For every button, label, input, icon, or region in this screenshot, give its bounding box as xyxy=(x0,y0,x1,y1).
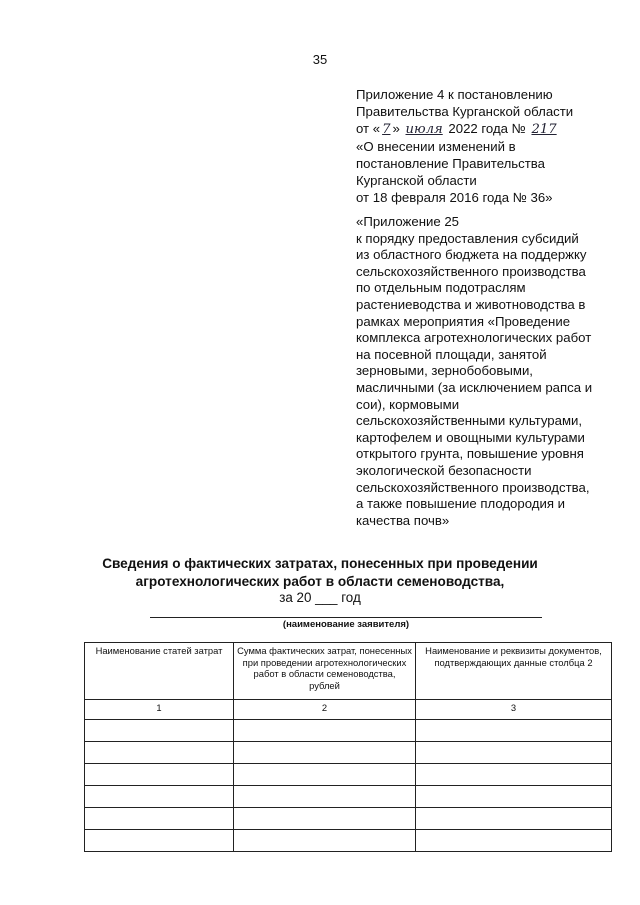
handwritten-number: 217 xyxy=(531,122,557,137)
table-row xyxy=(85,808,612,830)
table-row xyxy=(85,786,612,808)
appendix-line: растениеводства и животноводства в xyxy=(356,296,586,312)
title-line-1: Сведения о фактических затратах, понесенных при проведении xyxy=(102,556,538,571)
table-cell[interactable] xyxy=(416,808,612,830)
costs-table xyxy=(84,642,612,852)
table-row xyxy=(85,764,612,786)
table-row xyxy=(85,830,612,852)
column-header: Сумма фактических затрат, понесенных при проведении агротехнологических работ в области семеноводства, рублей xyxy=(234,643,416,700)
appendix-line: сои), кормовыми xyxy=(356,396,460,412)
appendix-line: экологической безопасности xyxy=(356,462,532,478)
table-cell[interactable] xyxy=(85,742,234,764)
appendix-line: сельскохозяйственными культурами, xyxy=(356,413,583,429)
column-number: 2 xyxy=(234,700,416,720)
table-cell[interactable] xyxy=(85,720,234,742)
table-cell[interactable] xyxy=(85,764,234,786)
table-cell[interactable] xyxy=(234,786,416,808)
appendix-line: из областного бюджета на поддержку xyxy=(356,247,587,263)
column-number: 1 xyxy=(85,700,234,720)
table-row xyxy=(85,742,612,764)
table-cell[interactable] xyxy=(85,808,234,830)
applicant-caption: (наименование заявителя) xyxy=(282,619,410,630)
preamble-line: Курганской области xyxy=(356,173,477,188)
date-year: 2022 года № xyxy=(448,121,526,136)
title-line-2: агротехнологических работ в области семеноводства, xyxy=(135,574,505,589)
preamble-line: Правительства Курганской области xyxy=(356,104,574,119)
preamble-date-line xyxy=(356,120,624,138)
appendix-line: «Приложение 25 xyxy=(356,214,460,229)
table-cell[interactable] xyxy=(234,742,416,764)
table-cell[interactable] xyxy=(85,830,234,852)
date-prefix: от « xyxy=(356,121,381,136)
appendix-line: на посевной площади, занятой xyxy=(356,346,547,362)
date-sep: » xyxy=(392,121,400,136)
column-number-row xyxy=(85,700,612,720)
preamble-line: Приложение 4 к постановлению xyxy=(356,87,553,102)
document-title xyxy=(40,555,600,591)
table-cell[interactable] xyxy=(416,786,612,808)
table-cell[interactable] xyxy=(234,830,416,852)
column-number: 3 xyxy=(416,700,612,720)
handwritten-day: 7 xyxy=(382,122,391,137)
appendix-line: сельскохозяйственного производства, xyxy=(356,479,590,495)
table-cell[interactable] xyxy=(416,764,612,786)
column-header: Наименование и реквизиты документов, подтверждающих данные столбца 2 xyxy=(416,643,612,700)
handwritten-month: июля xyxy=(405,122,443,137)
appendix-line: комплекса агротехнологических работ xyxy=(356,330,592,346)
appendix-line: открытого грунта, повышение уровня xyxy=(356,446,584,462)
column-header: Наименование статей затрат xyxy=(85,643,234,700)
appendix-line: картофелем и овощными культурами xyxy=(356,429,585,445)
applicant-name-line xyxy=(150,617,542,618)
preamble-block xyxy=(356,86,624,206)
appendix-block xyxy=(356,214,624,529)
appendix-line: зерновыми, зернобобовыми, xyxy=(356,363,533,379)
table-cell[interactable] xyxy=(85,786,234,808)
appendix-line: рамках мероприятия «Проведение xyxy=(356,313,571,329)
appendix-line: а также повышение плодородия и xyxy=(356,496,566,512)
page-number: 35 xyxy=(312,52,328,67)
table-cell[interactable] xyxy=(416,830,612,852)
appendix-line: по отдельным подотраслям xyxy=(356,280,526,296)
table-cell[interactable] xyxy=(234,764,416,786)
table-cell[interactable] xyxy=(234,808,416,830)
preamble-line: постановление Правительства xyxy=(356,156,545,171)
appendix-line: масличными (за исключением рапса и xyxy=(356,379,593,395)
table-row xyxy=(85,720,612,742)
table-header-row xyxy=(85,643,612,700)
preamble-line: «О внесении изменений в xyxy=(356,139,516,154)
table-cell[interactable] xyxy=(416,742,612,764)
table-cell[interactable] xyxy=(416,720,612,742)
appendix-line: сельскохозяйственного производства xyxy=(356,263,586,279)
reporting-year: за 20 ___ год xyxy=(279,590,361,605)
table-cell[interactable] xyxy=(234,720,416,742)
appendix-line: качества почв» xyxy=(356,512,450,528)
appendix-line: к порядку предоставления субсидий xyxy=(356,230,579,246)
preamble-line: от 18 февраля 2016 года № 36» xyxy=(356,190,553,205)
